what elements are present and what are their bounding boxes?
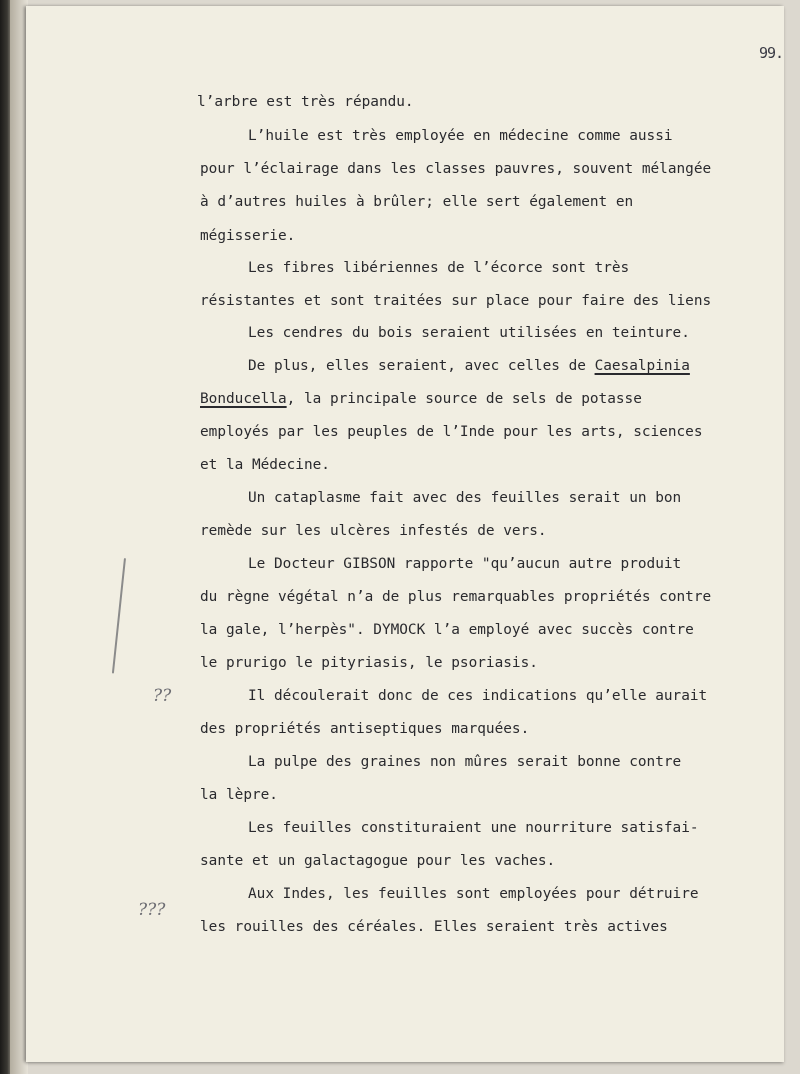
text-segment: Les feuilles constituraient une nourriture satisfai- [248, 820, 699, 836]
text-line [200, 588, 711, 606]
text-line [200, 720, 529, 738]
text-segment: Un cataplasme fait avec des feuilles serait un bon [248, 490, 682, 506]
text-line [200, 522, 547, 540]
text-line [200, 423, 703, 441]
text-line [248, 259, 629, 277]
text-line [200, 456, 330, 474]
text-line [200, 918, 668, 936]
text-segment: Les cendres du bois seraient utilisées en teinture. [248, 325, 690, 341]
text-line [248, 324, 690, 342]
text-segment: Aux Indes, les feuilles sont employées pour détruire [248, 886, 699, 902]
text-segment: L’huile est très employée en médecine comme aussi [248, 128, 673, 144]
underlined-species-name: Bonducella [200, 391, 287, 407]
text-segment: résistantes et sont traitées sur place pour faire des liens [200, 293, 712, 309]
text-line [200, 193, 633, 211]
text-line [200, 654, 538, 672]
text-line [248, 819, 699, 837]
text-segment: Le Docteur GIBSON rapporte "qu’aucun autre produit [248, 556, 682, 572]
margin-annotation-question-marks: ??? [138, 900, 166, 920]
text-line [200, 786, 278, 804]
text-line [200, 852, 555, 870]
text-segment: à d’autres huiles à brûler; elle sert également en [200, 194, 634, 210]
text-segment: sante et un galactagogue pour les vaches. [200, 853, 556, 869]
text-segment: la gale, l’herpès". DYMOCK l’a employé avec succès contre [200, 622, 694, 638]
text-segment: et la Médecine. [200, 457, 330, 473]
text-line [248, 555, 681, 573]
text-segment: , la principale source de sels de potasse [286, 391, 642, 407]
text-segment: le prurigo le pityriasis, le psoriasis. [200, 655, 538, 671]
text-segment: employés par les peuples de l’Inde pour les arts, sciences [200, 424, 703, 440]
text-segment: pour l’éclairage dans les classes pauvres, souvent mélangée [200, 161, 712, 177]
text-line [200, 390, 642, 408]
page-number: 99. [759, 44, 784, 62]
underlined-species-name: Caesalpinia [594, 358, 690, 374]
text-segment: La pulpe des graines non mûres serait bonne contre [248, 754, 682, 770]
text-line [248, 753, 681, 771]
text-segment: du règne végétal n’a de plus remarquables propriétés contre [200, 589, 712, 605]
text-line [200, 292, 711, 310]
text-line [200, 621, 694, 639]
text-segment: mégisserie. [200, 228, 296, 244]
text-line [248, 489, 681, 507]
text-line [197, 93, 414, 111]
text-segment: Il découlerait donc de ces indications qu’elle aurait [248, 688, 708, 704]
text-segment: des propriétés antiseptiques marquées. [200, 721, 530, 737]
text-line [248, 885, 699, 903]
text-line [248, 357, 690, 375]
text-line [248, 687, 707, 705]
text-segment: les rouilles des céréales. Elles seraient très actives [200, 919, 668, 935]
text-segment: la lèpre. [200, 787, 278, 803]
text-segment: remède sur les ulcères infestés de vers. [200, 523, 547, 539]
margin-annotation-question-marks: ?? [153, 686, 172, 706]
text-segment: De plus, elles seraient, avec celles de [248, 358, 595, 374]
text-segment: Les fibres libériennes de l’écorce sont très [248, 260, 630, 276]
text-line [248, 127, 673, 145]
text-segment: l’arbre est très répandu. [197, 94, 414, 110]
text-line [200, 160, 711, 178]
text-line [200, 227, 295, 245]
